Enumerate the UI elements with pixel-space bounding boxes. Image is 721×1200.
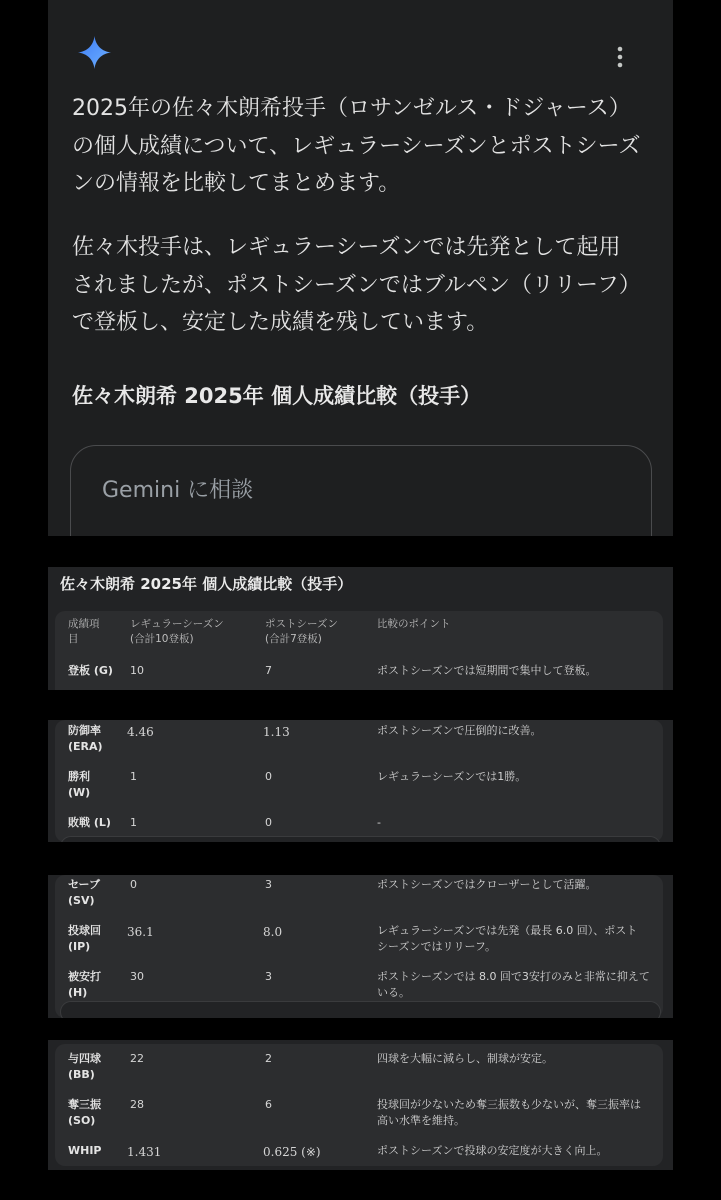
gemini-ask-placeholder: Gemini に相談: [102, 478, 254, 503]
more-vert-icon[interactable]: [613, 44, 627, 70]
row-post: 6: [265, 1098, 272, 1111]
header-item: 成績項 目: [68, 618, 100, 645]
table-panel-1: [48, 567, 673, 690]
row-regular: 4.46: [127, 725, 154, 739]
row-post: 3: [265, 970, 272, 983]
row-post: 3: [265, 878, 272, 891]
row-post: 0: [265, 770, 272, 783]
row-point: レギュラーシーズンでは先発（最長 6.0 回）、ポスト シーズンではリリーフ。: [377, 924, 638, 953]
table-panel-4: [48, 1040, 673, 1170]
row-label: 奪三振 (SO): [68, 1098, 101, 1127]
gemini-ask-input[interactable]: [70, 445, 652, 536]
comparison-table-continued: [55, 720, 663, 842]
gemini-response-card: [48, 0, 673, 536]
row-post: 7: [265, 664, 272, 677]
row-label: セーブ (SV): [68, 878, 101, 907]
table-panel-3: [48, 875, 673, 1018]
header-post: ポストシーズン (合計7登板): [265, 618, 338, 645]
row-regular: 30: [130, 970, 144, 983]
row-point: レギュラーシーズンでは1勝。: [377, 770, 527, 783]
row-point: 四球を大幅に減らし、制球が安定。: [377, 1052, 553, 1065]
table-panel-2: [48, 720, 673, 842]
row-post: 2: [265, 1052, 272, 1065]
row-post: 0.625 (※): [263, 1145, 321, 1159]
row-post: 1.13: [263, 725, 290, 739]
row-label: 与四球 (BB): [68, 1052, 101, 1081]
response-heading: 佐々木朗希 2025年 個人成績比較（投手）: [72, 384, 482, 408]
row-point: 投球回が少ないため奪三振数も少ないが、奪三振率は 高い水準を維持。: [377, 1098, 641, 1127]
row-regular: 28: [130, 1098, 144, 1111]
comparison-table-continued: [55, 1044, 663, 1166]
header-regular: レギュラーシーズン (合計10登板): [130, 618, 224, 645]
row-point: ポストシーズンで圧倒的に改善。: [377, 724, 542, 737]
row-label: 防御率 (ERA): [68, 724, 103, 753]
row-regular: 22: [130, 1052, 144, 1065]
response-paragraph-2: 佐々木投手は、レギュラーシーズンでは先発として起用されましたが、ポストシーズンではブルペン（リリーフ）で登板し、安定した成績を残しています。: [72, 235, 641, 335]
row-label: 被安打 (H): [68, 970, 101, 999]
row-regular: 1.431: [127, 1145, 162, 1159]
row-regular: 10: [130, 664, 144, 677]
next-card-edge: [60, 836, 661, 842]
row-point: ポストシーズンでは短期間で集中して登板。: [377, 664, 597, 677]
comparison-table: [55, 611, 663, 690]
next-card-edge: [60, 1001, 661, 1018]
row-label: 登板 (G): [68, 664, 113, 677]
row-point: ポストシーズンではクローザーとして活躍。: [377, 878, 597, 891]
gemini-sparkle-icon: [78, 36, 111, 69]
row-label: 敗戦 (L): [68, 816, 111, 829]
row-label: 勝利 (W): [68, 770, 91, 799]
row-regular: 1: [130, 816, 137, 829]
row-label: 投球回 (IP): [68, 924, 101, 953]
row-label: WHIP: [68, 1144, 102, 1157]
comparison-table-continued: [55, 875, 663, 1018]
row-regular: 36.1: [127, 925, 154, 939]
row-regular: 1: [130, 770, 137, 783]
row-post: 8.0: [263, 925, 283, 939]
response-paragraph-1: 2025年の佐々木朗希投手（ロサンゼルス・ドジャース）の個人成績について、レギュラーシーズンとポストシーズンの情報を比較してまとめます。: [72, 96, 641, 196]
row-point: ポストシーズンで投球の安定度が大きく向上。: [377, 1144, 608, 1157]
header-point: 比較のポイント: [377, 618, 451, 630]
row-post: 0: [265, 816, 272, 829]
row-point: ポストシーズンでは 8.0 回で3安打のみと非常に抑えて いる。: [377, 970, 650, 999]
row-point: -: [377, 816, 381, 829]
row-regular: 0: [130, 878, 137, 891]
table-title: 佐々木朗希 2025年 個人成績比較（投手）: [60, 575, 353, 593]
